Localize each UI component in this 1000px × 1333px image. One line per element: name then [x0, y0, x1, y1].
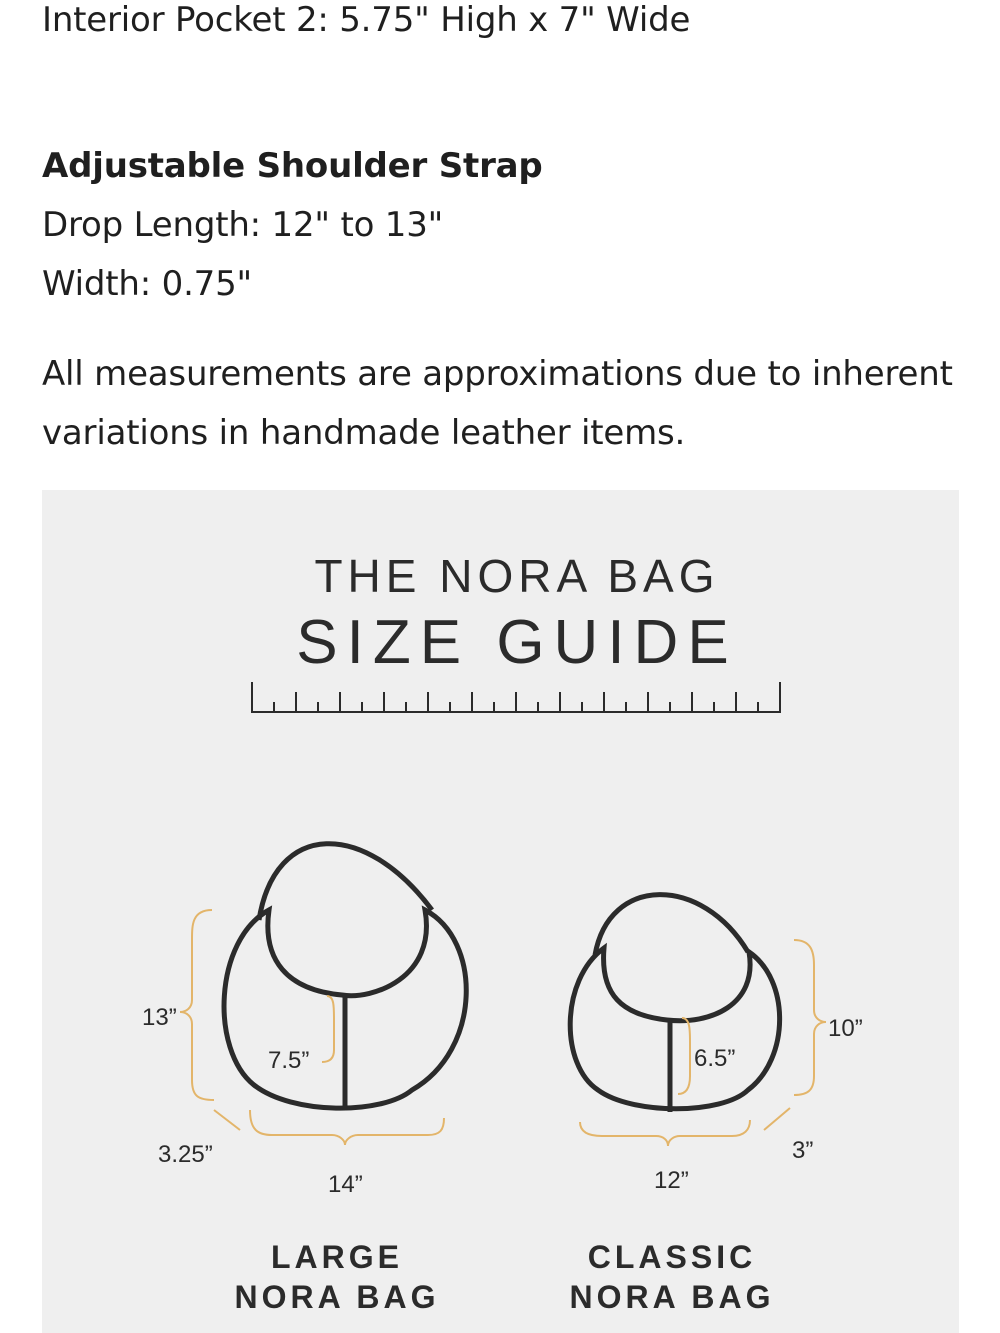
classic-depth-label: 3”	[792, 1137, 814, 1164]
strap-drop-length: Drop Length: 12" to 13"	[42, 205, 444, 245]
pocket-2-dimensions: Interior Pocket 2: 5.75" High x 7" Wide	[42, 0, 691, 40]
classic-bag-label-line-1: CLASSIC	[587, 1239, 757, 1275]
classic-bag-label-line-2: NORA BAG	[569, 1279, 775, 1315]
size-guide-image	[42, 490, 959, 1333]
classic-height-label: 10”	[828, 1015, 863, 1042]
large-width-label: 14”	[328, 1171, 363, 1198]
strap-width: Width: 0.75"	[42, 264, 252, 304]
measurement-note-line-2: variations in handmade leather items.	[42, 413, 686, 453]
strap-heading: Adjustable Shoulder Strap	[42, 146, 543, 186]
guide-title-line-2: SIZE GUIDE	[296, 608, 738, 677]
large-bag-label-line-2: NORA BAG	[234, 1279, 440, 1315]
measurement-note-line-1: All measurements are approximations due to inherent	[42, 354, 953, 394]
classic-inner-drop-label: 6.5”	[694, 1045, 736, 1072]
large-bag-measure-lines	[180, 910, 444, 1145]
large-bag-outline-icon	[224, 844, 466, 1108]
classic-bag-measure-lines	[580, 940, 826, 1146]
ruler-icon	[252, 682, 780, 712]
large-depth-label: 3.25”	[158, 1141, 213, 1168]
classic-width-label: 12”	[654, 1167, 689, 1194]
large-bag-label-line-1: LARGE	[271, 1239, 403, 1275]
large-inner-drop-label: 7.5”	[268, 1047, 310, 1074]
classic-bag-outline-icon	[570, 895, 779, 1112]
large-height-label: 13”	[142, 1004, 177, 1031]
guide-title-line-1: THE NORA BAG	[314, 550, 720, 602]
